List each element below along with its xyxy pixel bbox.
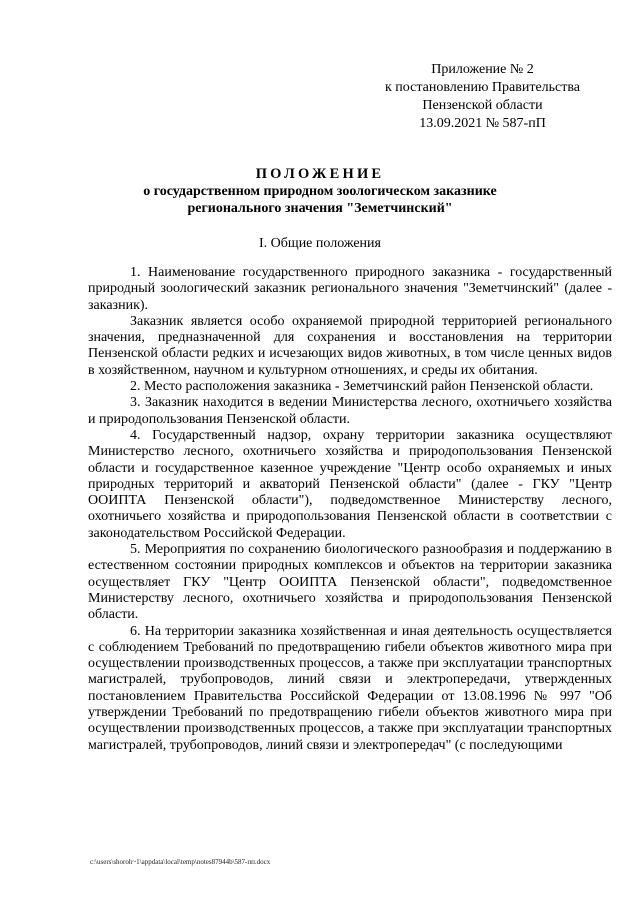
- paragraph: 6. На территории заказника хозяйственная и иная деятельность осуществляется с соблюдением Требований по предотвращению гибели объектов животного мира при осуществлении производственных процессов, а также при эксплуатации транспортных магистралей, трубопроводов, линий связи и электропередачи, утвержденных постановлением Правительства Российской Федерации от 13.08.1996 № 997 "Об утверждении Требований по предотвращению гибели объектов животного мира при осуществлении производственных процессов, а также при эксплуатации транспортных магистралей, трубопроводов, линий связи и электропередач" (с последующими: [88, 623, 612, 753]
- appendix-line: к постановлению Правительства: [385, 80, 581, 95]
- paragraph: 3. Заказник находится в ведении Министерства лесного, охотничьего хозяйства и природопользования Пензенской области.: [88, 395, 612, 427]
- paragraph: 5. Мероприятия по сохранению биологического разнообразия и поддержанию в естественном состоянии природных комплексов и объектов на территории заказника осуществляет ГКУ "Центр ООИПТА Пензенской области", подведомственное Министерству лесного, охотничьего хозяйства и природопользования Пензенской области.: [88, 542, 612, 623]
- document-subtitle-line: о государственном природном зоологическом заказнике: [143, 184, 497, 199]
- title-block: [80, 165, 560, 217]
- document-title: ПОЛОЖЕНИЕ: [255, 166, 385, 182]
- appendix-date-number: 13.09.2021 № 587-пП: [419, 116, 546, 131]
- appendix-line: Пензенской области: [422, 98, 543, 113]
- paragraph: 2. Место расположения заказника - Земетчинский район Пензенской области.: [130, 379, 594, 395]
- paragraph: 1. Наименование государственного природного заказника - государственный природный зоологический заказник регионального значения "Земетчинский" (далее - заказник).: [88, 265, 612, 313]
- body-text: [88, 265, 612, 754]
- paragraph: Заказник является особо охраняемой природной территорией регионального значения, предназначенной для сохранения и восстановления на территории Пензенской области редких и исчезающих видов животных, в том числе ценных видов в хозяйственном, научном и культурном отношениях, и среды их обитания.: [88, 313, 612, 378]
- appendix-line: Приложение № 2: [431, 62, 534, 77]
- document-subtitle-line: регионального значения "Земетчинский": [187, 201, 453, 216]
- footer-file-path: c:\users\shoroh~1\appdata\local\temp\notes87944b\587-пп.docx: [90, 858, 271, 866]
- section-heading: I. Общие положения: [259, 236, 381, 251]
- paragraph: 4. Государственный надзор, охрану территории заказника осуществляют Министерство лесного, охотничьего хозяйства и природопользования Пензенской области и государственное казенное учреждение "Центр особо охраняемых и иных природных территорий и акваторий Пензенской области" (далее - ГКУ "Центр ООИПТА Пензенской области"), подведомственное Министерству лесного, охотничьего хозяйства и природопользования Пензенской области в соответствии с законодательством Российской Федерации.: [88, 427, 612, 541]
- appendix-block: [385, 61, 580, 133]
